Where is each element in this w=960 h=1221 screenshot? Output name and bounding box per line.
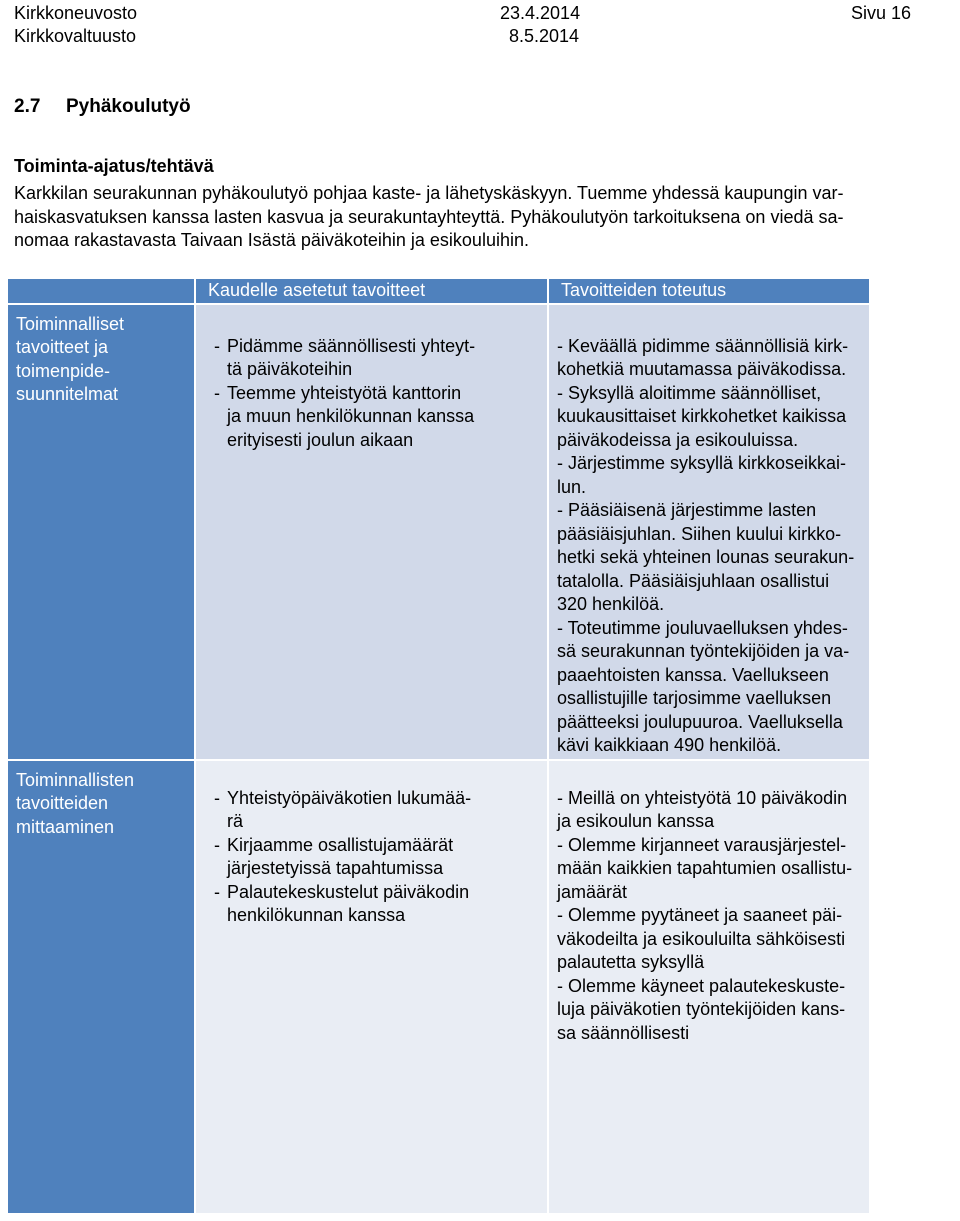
text-line: järjestetyissä tapahtumissa [227,858,444,878]
list-dash: - [214,881,220,902]
list-item-text [227,787,541,834]
text-line: - Meillä on yhteistyötä 10 päiväkodin [557,787,848,808]
text-line: pääsiäisjuhlan. Siihen kuului kirkko- [557,523,842,544]
text-line: rä [227,811,244,831]
text-line: Pidämme säännöllisesti yhteyt- [227,335,476,356]
column-header-goals: Kaudelle asetetut tavoitteet [196,279,547,303]
list-item-text [227,834,541,881]
goals-cell-row-2 [196,761,547,1214]
text-line: tavoitteet ja [16,337,109,357]
text-line: hetki sekä yhteinen lounas seurakun- [557,547,855,567]
list-item-text [227,881,541,928]
text-line: Yhteistyöpäiväkotien lukumää- [227,787,472,808]
text-line: Toiminnalliset [16,313,125,334]
intro-line: nomaa rakastavasta Taivaan Isästä päiväkoteihin ja esikouluihin. [14,230,529,250]
column-header-results: Tavoitteiden toteutus [549,279,869,303]
text-line: päätteeksi joulupuuroa. Vaelluksella [557,711,843,732]
page-number: Sivu 16 [851,3,912,23]
list-item-text [227,382,541,453]
text-line: - Keväällä pidimme säännöllisiä kirk- [557,335,849,356]
text-line: - Toteutimme jouluvaelluksen yhdes- [557,617,848,638]
text-line: ja esikoulun kanssa [557,811,715,831]
text-line: - Pääsiäisenä järjestimme lasten [557,500,817,520]
intro-paragraph [14,182,954,253]
text-line: toimenpide- [16,360,111,381]
text-line: paaehtoisten kanssa. Vaellukseen [557,664,829,685]
header-org-2: Kirkkovaltuusto [14,26,137,46]
subheading: Toiminta-ajatus/tehtävä [14,156,214,176]
text-line: Palautekeskustelut päiväkodin [227,881,470,902]
text-line: päiväkodeissa ja esikouluissa. [557,429,799,450]
text-line: - Olemme käyneet palautekeskuste- [557,975,846,996]
goal-item [214,335,541,382]
goal-item [214,881,541,928]
text-line: - Syksyllä aloitimme säännölliset, [557,382,822,403]
goal-item [214,834,541,881]
results-cell-row-2 [549,761,869,1214]
text-line: jamäärät [557,881,628,902]
text-line: Teemme yhteistyötä kanttorin [227,382,462,403]
row-header-goal-measurement [8,761,194,1214]
intro-line: Karkkilan seurakunnan pyhäkoulutyö pohjaa kaste- ja lähetyskäskyyn. Tuemme yhdessä kaupungin var- [14,183,844,203]
section-number: 2.7 [14,96,41,117]
text-line: kohetkiä muutamassa päiväkodissa. [557,359,847,379]
list-dash: - [214,834,220,855]
section-heading [14,96,191,118]
list-dash: - [214,335,220,356]
goals-table [6,277,871,1215]
text-line: palautetta syksyllä [557,952,705,972]
text-line: - Olemme kirjanneet varausjärjestel- [557,834,847,855]
text-line: mittaaminen [16,816,115,837]
text-line: tavoitteiden [16,793,109,813]
text-line: sa säännöllisesti [557,1022,690,1043]
text-line: lun. [557,476,587,497]
text-line: tä päiväkoteihin [227,359,353,379]
results-cell-row-1 [549,305,869,759]
text-line: henkilökunnan kanssa [227,905,406,925]
list-item-text [227,335,541,382]
text-line: tatalolla. Pääsiäisjuhlaan osallistui [557,570,830,591]
text-line: osallistujille tarjosimme vaelluksen [557,688,832,708]
goal-item [214,382,541,453]
header-org-1: Kirkkoneuvosto [14,3,138,23]
text-line: 320 henkilöä. [557,594,665,614]
goals-cell-row-1 [196,305,547,759]
text-line: mään kaikkien tapahtumien osallistu- [557,858,853,878]
row-header-operational-goals [8,305,194,759]
list-dash: - [214,787,220,808]
section-title: Pyhäkoulutyö [66,96,191,117]
header-date-1: 23.4.2014 [500,3,581,23]
text-line: suunnitelmat [16,384,119,404]
text-line: luja päiväkotien työntekijöiden kans- [557,999,846,1019]
text-line: kävi kaikkiaan 490 henkilöä. [557,735,782,755]
text-line: ja muun henkilökunnan kanssa [227,406,475,426]
text-line: väkodeilta ja esikouluilta sähköisesti [557,928,846,949]
text-line: kuukausittaiset kirkkohetket kaikissa [557,406,847,426]
header-date-2: 8.5.2014 [509,26,580,46]
goal-item [214,787,541,834]
text-line: Kirjaamme osallistujamäärät [227,834,454,855]
text-line: Toiminnallisten [16,769,135,790]
intro-line: haiskasvatuksen kanssa lasten kasvua ja seurakuntayhteyttä. Pyhäkoulutyön tarkoituksena on viedä sa- [14,206,844,227]
text-line: - Järjestimme syksyllä kirkkoseikkai- [557,453,847,473]
text-line: erityisesti joulun aikaan [227,429,414,450]
list-dash: - [214,382,220,403]
text-line: - Olemme pyytäneet ja saaneet päi- [557,905,843,925]
text-line: sä seurakunnan työntekijöiden ja va- [557,641,850,661]
table-corner-cell [8,279,194,303]
